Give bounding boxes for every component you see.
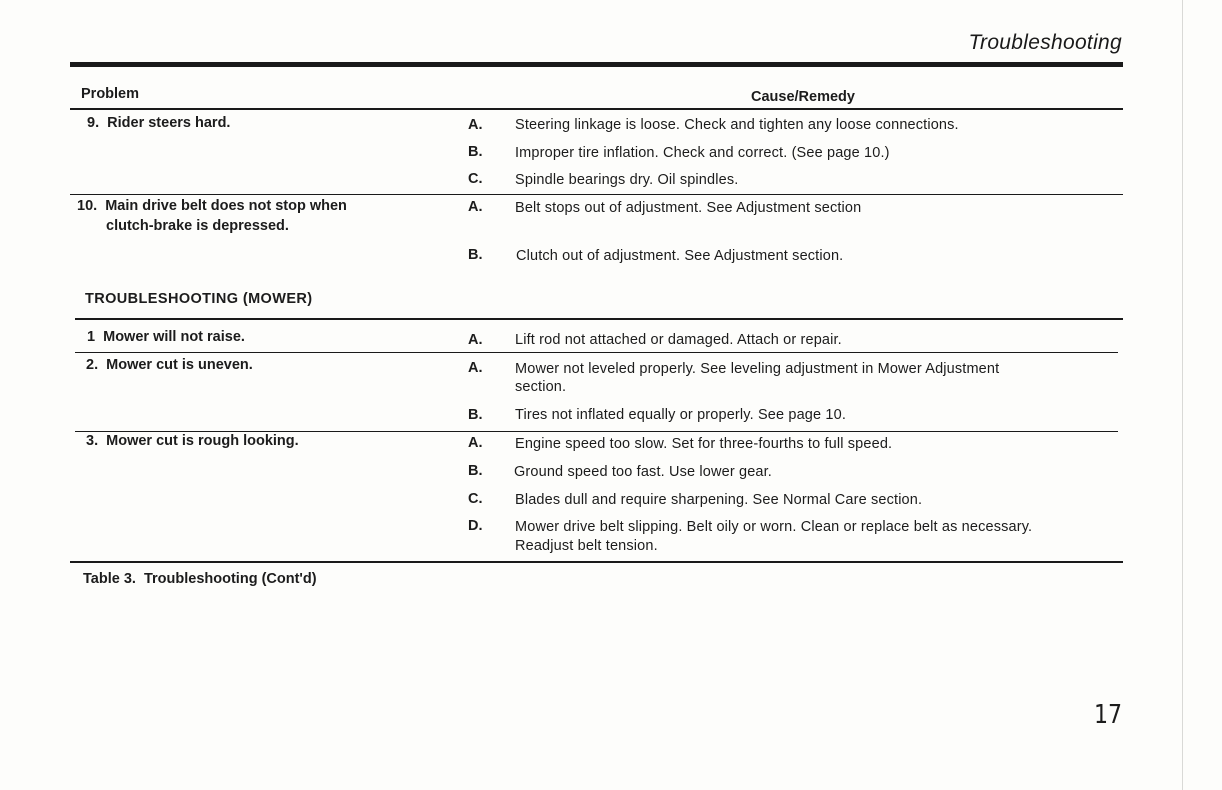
cause-text: Tires not inflated equally or properly. See page 10. <box>515 407 847 423</box>
cause-letter: C. <box>468 491 483 507</box>
cause-letter: C. <box>468 171 483 187</box>
mower-problem-1: 1 Mower will not raise. <box>87 329 245 345</box>
cause-letter: B. <box>468 407 483 423</box>
cause-text-cont: Readjust belt tension. <box>515 538 658 554</box>
problem-10-cont: clutch-brake is depressed. <box>106 218 289 234</box>
cause-text-cont: section. <box>515 379 567 395</box>
section-divider <box>75 318 1123 320</box>
cause-text: Ground speed too fast. Use lower gear. <box>514 464 772 480</box>
problem-10: 10. Main drive belt does not stop when <box>77 198 347 214</box>
cause-text: Belt stops out of adjustment. See Adjustment section <box>515 200 862 216</box>
cause-text: Spindle bearings dry. Oil spindles. <box>515 172 739 188</box>
page-edge <box>1182 0 1183 790</box>
header-rule <box>70 62 1123 67</box>
cause-letter: B. <box>468 144 483 160</box>
cause-text: Mower drive belt slipping. Belt oily or worn. Clean or replace belt as necessary. <box>515 519 1033 535</box>
cause-column-header: Cause/Remedy <box>751 89 855 105</box>
cause-letter: B. <box>468 247 483 263</box>
cause-text: Blades dull and require sharpening. See Normal Care section. <box>515 492 923 508</box>
problem-column-header: Problem <box>81 86 140 102</box>
cause-letter: B. <box>468 463 483 479</box>
cause-text: Steering linkage is loose. Check and tighten any loose connections. <box>515 117 959 133</box>
cause-text: Lift rod not attached or damaged. Attach or repair. <box>515 332 842 348</box>
cause-text: Improper tire inflation. Check and correct. (See page 10.) <box>515 145 890 161</box>
problem-9: 9. Rider steers hard. <box>87 115 231 131</box>
cause-letter: D. <box>468 518 483 534</box>
mower-section-heading: TROUBLESHOOTING (MOWER) <box>85 291 313 307</box>
row-divider <box>75 352 1118 353</box>
mower-problem-2: 2. Mower cut is uneven. <box>86 357 253 373</box>
cause-letter: A. <box>468 199 483 215</box>
cause-text: Clutch out of adjustment. See Adjustment section. <box>516 248 844 264</box>
section-title: Troubleshooting <box>968 31 1122 54</box>
cause-letter: A. <box>468 117 483 133</box>
row-divider <box>70 194 1123 195</box>
cause-letter: A. <box>468 332 483 348</box>
mower-problem-3: 3. Mower cut is rough looking. <box>86 433 299 449</box>
table-bottom-rule <box>70 561 1123 563</box>
cause-letter: A. <box>468 360 483 376</box>
page-number: 17 <box>1094 700 1123 730</box>
cause-text: Mower not leveled properly. See leveling adjustment in Mower Adjustment <box>515 361 1000 377</box>
row-divider <box>75 431 1118 432</box>
header-divider <box>70 108 1123 110</box>
table-caption: Table 3. Troubleshooting (Cont'd) <box>83 571 317 587</box>
cause-text: Engine speed too slow. Set for three-fourths to full speed. <box>515 436 893 452</box>
cause-letter: A. <box>468 435 483 451</box>
